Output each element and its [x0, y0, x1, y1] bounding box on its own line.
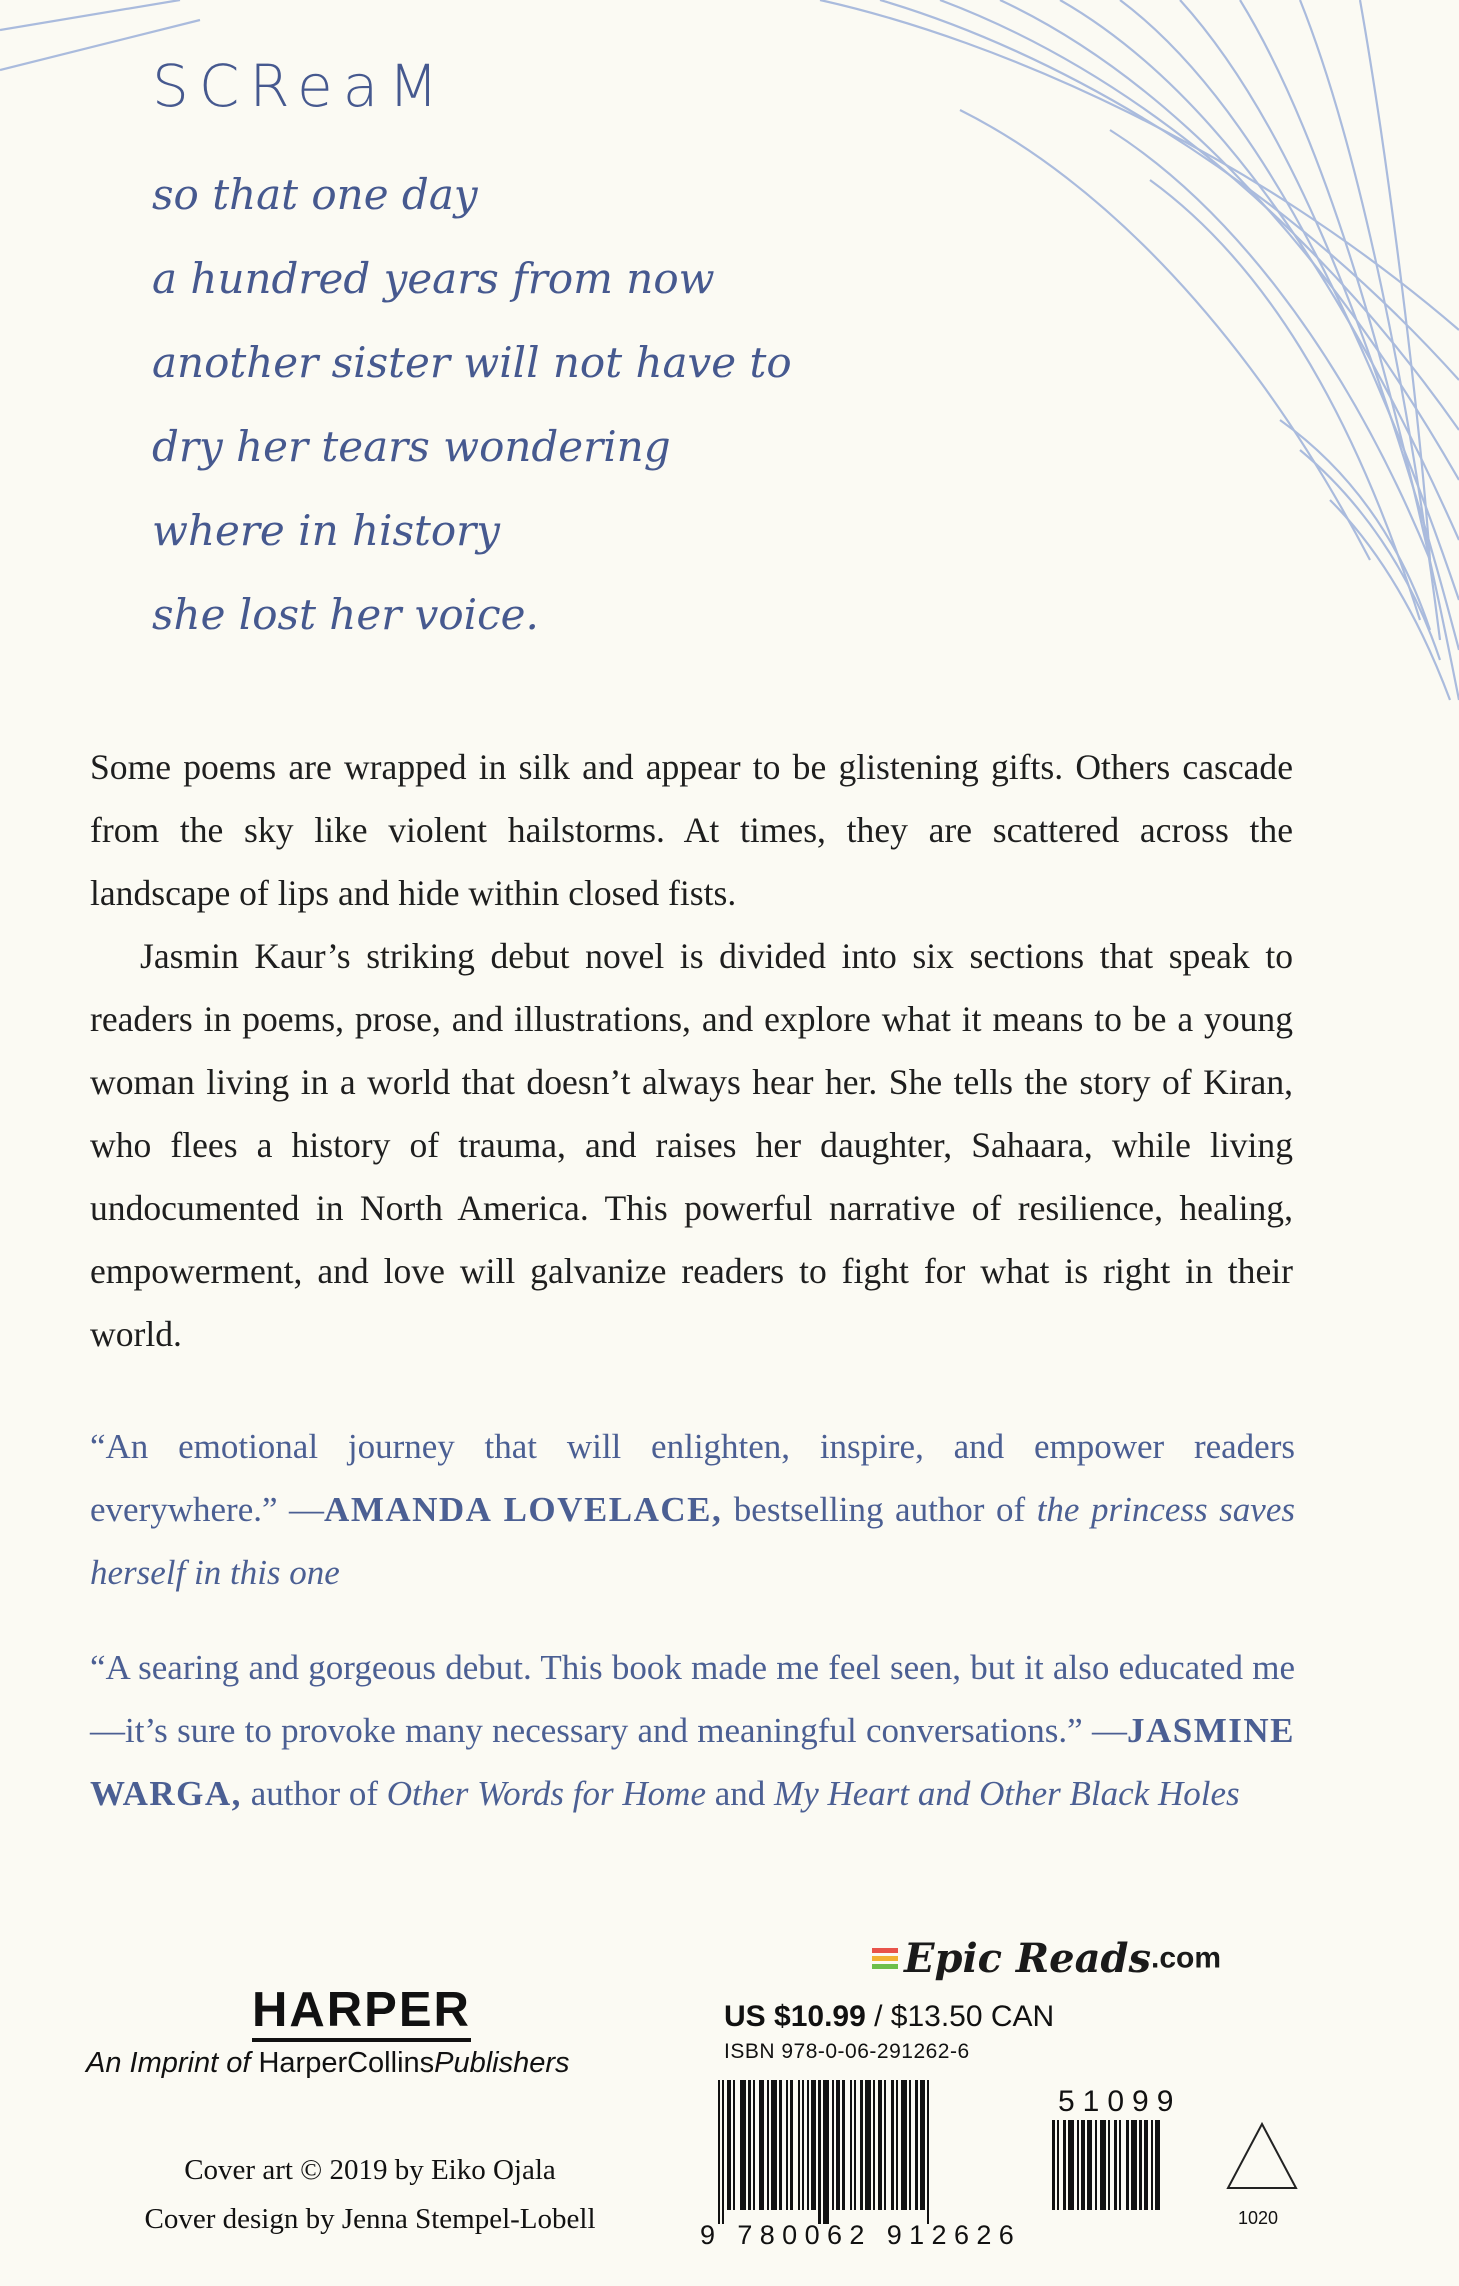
barcode-bar	[767, 2080, 769, 2210]
barcode-bar	[1151, 2120, 1153, 2210]
barcode-bar	[1081, 2120, 1085, 2210]
poem	[152, 52, 852, 657]
blurb-quote-warga	[90, 1636, 1295, 1825]
barcode-bar	[1139, 2120, 1142, 2210]
quote-role: bestselling author of	[722, 1490, 1037, 1529]
barcode-bar	[920, 2080, 925, 2210]
epic-reads-bars-icon	[872, 1945, 898, 1972]
imprint-name: HarperCollins	[258, 2047, 435, 2079]
barcode-bar	[740, 2080, 746, 2210]
poem-line: where in history	[152, 505, 500, 555]
barcode-bar	[854, 2080, 856, 2210]
price-addon-barcode	[1052, 2120, 1210, 2224]
cover-art-credit: Cover art © 2019 by Eiko Ojala	[184, 2154, 556, 2186]
imprint-line	[86, 2047, 570, 2080]
epic-reads-suffix: .com	[1151, 1941, 1222, 1975]
price-us: US $10.99	[724, 2000, 866, 2033]
barcode-bar	[1119, 2120, 1121, 2210]
quote-text: “A searing and gorgeous debut. This book made me feel seen, but it also educated me—it’s sure to provoke many necessary and meaningful conversations.” —	[90, 1648, 1295, 1750]
poem-line: she lost her voice.	[152, 589, 539, 639]
cover-design-credit: Cover design by Jenna Stempel-Lobell	[144, 2203, 596, 2235]
isbn: ISBN 978-0-06-291262-6	[724, 2040, 970, 2063]
quote-author: AMANDA LOVELACE,	[324, 1490, 723, 1529]
barcode-bar	[722, 2080, 724, 2224]
barcode-bar	[790, 2080, 793, 2210]
quote-role: author of	[241, 1774, 387, 1813]
barcode-bar	[759, 2080, 764, 2210]
barcode-bar	[1131, 2120, 1137, 2210]
publisher-logo: HARPER	[252, 1982, 471, 2042]
quote-work-title: Other Words for Home	[386, 1774, 706, 1813]
barcode-bar	[1057, 2120, 1059, 2210]
barcode-bar	[1068, 2120, 1074, 2210]
epic-reads-logo	[872, 1935, 1221, 1982]
quote-conjunction: and	[706, 1774, 775, 1813]
poem-title: SCReaM	[152, 52, 449, 120]
barcode-bar	[798, 2080, 800, 2210]
barcode-bar	[915, 2080, 918, 2210]
barcode-bar	[850, 2080, 852, 2210]
barcode-bar	[909, 2080, 911, 2210]
barcode-bar	[1100, 2120, 1106, 2210]
blurb-quote-lovelace	[90, 1415, 1295, 1604]
quote-work-title: My Heart and Other Black Holes	[774, 1774, 1240, 1813]
barcode-bar	[1077, 2120, 1079, 2210]
retail-code: 1020	[1238, 2208, 1279, 2228]
barcode-bar	[753, 2080, 755, 2210]
price-addon-digits: 51099	[1058, 2085, 1182, 2118]
barcode-bar	[832, 2080, 834, 2210]
barcode-bar	[860, 2080, 863, 2210]
barcode-bar	[1095, 2120, 1097, 2210]
epic-reads-name: Epic Reads	[904, 1935, 1152, 1982]
quote-author: JASMINE WARGA,	[90, 1711, 1295, 1813]
poem-line: a hundred years from now	[152, 253, 715, 303]
barcode-bar	[1063, 2120, 1066, 2210]
barcode-bar	[836, 2080, 840, 2210]
triangle-icon	[1224, 2120, 1300, 2192]
quote-text: “An emotional journey that will enlighten, inspire, and empower readers everywhere.” —	[90, 1427, 1295, 1529]
description-paragraph-2: Jasmin Kaur’s striking debut novel is divided into six sections that speak to readers in poems, prose, and illustrations, and explore what it means to be a young woman living in a world that doesn’t always hear her. She tells the story of Kiran, who flees a history of trauma, and raises her daughter, Sahaara, while living undocumented in North America. This powerful narrative of resilience, healing, empowerment, and love will galvanize readers to fight for what is right in their world.	[90, 936, 1293, 1354]
poem-line: another sister will not have to	[152, 337, 792, 387]
barcode-bar	[718, 2080, 720, 2224]
barcode-bar	[807, 2080, 809, 2210]
poem-line: dry her tears wondering	[152, 421, 671, 471]
barcode-bar	[891, 2080, 894, 2210]
barcode-bar	[1108, 2120, 1110, 2210]
barcode-digits: 9 780062 912626	[700, 2220, 1022, 2250]
barcode-bar	[1052, 2120, 1055, 2210]
barcode-bar	[1144, 2120, 1148, 2210]
poem-line: so that one day	[152, 169, 478, 219]
barcode-bar	[878, 2080, 882, 2210]
price-can: / $13.50 CAN	[865, 2000, 1055, 2033]
barcode-bar	[733, 2080, 735, 2210]
barcode-bar	[901, 2080, 907, 2210]
barcode-bar	[873, 2080, 875, 2210]
barcode-bar	[818, 2080, 821, 2224]
barcode-bar	[748, 2080, 751, 2210]
barcode-bar	[1155, 2120, 1160, 2210]
barcode-bar	[896, 2080, 898, 2210]
barcode-bar	[771, 2080, 777, 2210]
price	[724, 2000, 1054, 2034]
barcode-bar	[842, 2080, 845, 2210]
barcode-bar	[779, 2080, 782, 2210]
barcode-bar	[884, 2080, 886, 2210]
isbn-barcode	[718, 2080, 1018, 2224]
imprint-suffix: Publishers	[434, 2047, 570, 2079]
imprint-prefix: An Imprint of	[86, 2047, 259, 2079]
barcode-bar	[823, 2080, 829, 2224]
barcode-bar	[727, 2080, 731, 2210]
barcode-bar	[1126, 2120, 1129, 2210]
quote-work-title: the princess saves herself in this one	[90, 1490, 1295, 1592]
description-paragraph-1: Some poems are wrapped in silk and appear to be glistening gifts. Others cascade from the sky like violent hailstorms. At times, they are scattered across the landscape of lips and hide within closed fists.	[90, 747, 1293, 913]
barcode-bar	[811, 2080, 816, 2210]
barcode-bar	[865, 2080, 871, 2210]
barcode-bar	[802, 2080, 804, 2210]
barcode-bar	[1114, 2120, 1117, 2210]
barcode-bar	[786, 2080, 788, 2210]
barcode-bar	[927, 2080, 929, 2224]
barcode-bar	[1087, 2120, 1092, 2210]
book-description	[90, 736, 1293, 1366]
